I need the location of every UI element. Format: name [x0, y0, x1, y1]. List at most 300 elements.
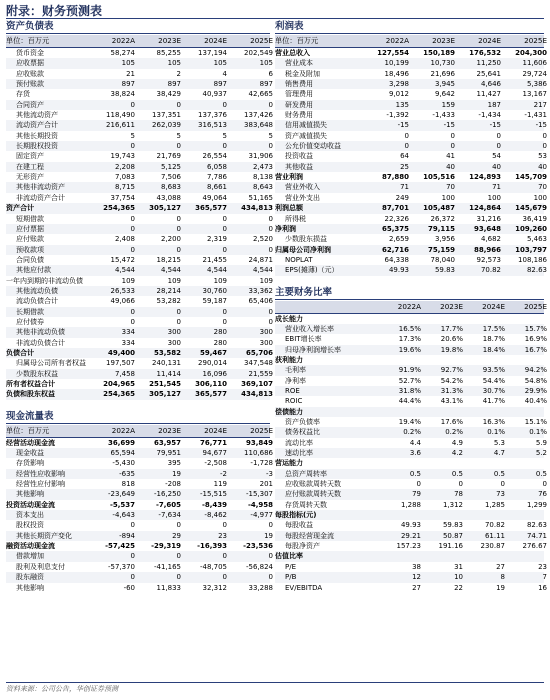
table-row [6, 562, 273, 572]
table-row [275, 365, 547, 375]
row-value: 0 [130, 307, 135, 316]
row-value: 197,507 [106, 359, 135, 368]
row-value: 251,545 [149, 380, 181, 388]
table-row [6, 120, 273, 130]
row-value: 0 [268, 214, 273, 223]
ratio-group-label: 每股指标(元) [275, 511, 317, 520]
row-value: 0 [268, 307, 273, 316]
row-label: 资产合计 [6, 204, 34, 213]
table-row [6, 265, 273, 275]
row-value: 100 [441, 193, 455, 202]
row-value: -8,439 [201, 500, 227, 509]
row-value: 19.6% [398, 345, 421, 354]
row-value: 8,683 [160, 183, 181, 192]
row-value: 27 [496, 562, 505, 571]
table-row [275, 479, 547, 489]
row-value: -2 [220, 469, 227, 478]
row-value: 79,951 [156, 449, 181, 458]
row-value: 159 [441, 100, 455, 109]
row-value: 254,365 [103, 204, 135, 213]
row-value: 124,864 [469, 204, 501, 213]
row-value: 0 [176, 142, 181, 151]
row-value: 62,716 [381, 245, 409, 254]
ratio-group-header [275, 407, 544, 417]
row-value: 0 [176, 307, 181, 316]
unit-label: 单位：百万元 [275, 36, 319, 45]
row-value: -7,634 [158, 511, 181, 520]
page-title: 附录：财务预测表 [6, 4, 103, 18]
table-row [6, 338, 273, 348]
row-value: 15.1% [524, 418, 547, 426]
row-value: 7 [542, 573, 547, 582]
table-row [275, 334, 547, 344]
row-value: 64,338 [384, 255, 409, 264]
row-value: -15,307 [245, 490, 273, 499]
row-value: 18.4% [482, 345, 505, 354]
table-row [6, 224, 273, 234]
row-value: 0 [268, 245, 273, 254]
row-value: 70.82 [484, 521, 505, 530]
row-value: 5 [268, 131, 273, 140]
table-row [6, 172, 273, 182]
row-value: 10,730 [430, 59, 455, 68]
row-value: 2,200 [160, 235, 181, 244]
year-header: 2023E [158, 36, 181, 45]
table-row [6, 469, 273, 479]
row-value: 16 [538, 583, 547, 592]
table-row [275, 172, 547, 182]
row-value: 54 [492, 152, 501, 161]
row-value: 0 [404, 131, 409, 140]
row-value: -57,370 [107, 562, 135, 571]
row-value: 262,039 [152, 121, 181, 130]
row-value: 4,544 [160, 266, 181, 275]
row-value: 75,159 [427, 245, 455, 254]
row-label: 存货周转天数 [285, 500, 327, 509]
row-value: 105 [213, 59, 227, 68]
row-value: 40,937 [202, 90, 227, 99]
row-value: 280 [213, 338, 227, 347]
row-value: 21,559 [248, 369, 273, 378]
table-row [275, 396, 547, 406]
row-label: 债务权益比 [285, 428, 320, 437]
row-value: 135 [395, 100, 409, 109]
row-value: 17.6% [440, 418, 463, 426]
row-value: -8,462 [204, 511, 227, 520]
table-row [275, 255, 547, 265]
row-value: 79,115 [427, 224, 455, 233]
table-row [6, 286, 273, 296]
row-value: 21 [126, 69, 135, 78]
row-value: 70.82 [480, 266, 501, 275]
row-value: -23,649 [107, 490, 135, 499]
row-value: 2,319 [206, 235, 227, 244]
row-value: 0 [176, 100, 181, 109]
year-header: 2022A [111, 425, 135, 435]
table-row [6, 500, 273, 510]
row-value: 0 [222, 573, 227, 582]
row-value: 2,520 [252, 235, 273, 244]
row-value: 70 [538, 183, 547, 192]
table-row [6, 379, 273, 389]
row-value: 78 [454, 490, 463, 499]
row-label: EV/EBITDA [285, 583, 323, 592]
row-value: 31.3% [440, 386, 463, 395]
row-value: 0 [268, 317, 273, 326]
ratio-body [275, 314, 547, 593]
row-value: 49,400 [107, 348, 135, 357]
row-label: 应付债券 [16, 317, 44, 326]
row-value: 4,544 [206, 266, 227, 275]
ratio-group-label: 成长能力 [275, 314, 303, 323]
row-value: 109 [213, 276, 227, 285]
table-row [6, 79, 273, 89]
row-value: 17.3% [398, 335, 421, 344]
row-label: 无形资产 [16, 173, 44, 182]
row-value: 70 [446, 183, 455, 192]
row-value: 19 [496, 583, 505, 592]
row-value: 6 [268, 69, 273, 78]
row-label: 所有者权益合计 [6, 380, 55, 388]
row-value: 21,696 [430, 69, 455, 78]
ratio-group-header [275, 355, 544, 365]
year-header: 2025E [250, 36, 273, 45]
row-value: 26,554 [202, 152, 227, 161]
row-value: 4,682 [480, 235, 501, 244]
row-label: 每股经营现金流 [285, 531, 334, 540]
row-value: 53,582 [153, 348, 181, 357]
row-value: 100 [533, 193, 547, 202]
table-row [6, 572, 273, 582]
table-row [275, 438, 547, 448]
row-value: 4,544 [252, 266, 273, 275]
row-value: 11,250 [476, 59, 501, 68]
table-row [6, 100, 273, 110]
row-value: 13,167 [522, 90, 547, 99]
table-row [6, 327, 273, 337]
row-value: 0 [130, 214, 135, 223]
row-value: 50.87 [442, 531, 463, 540]
row-label: 固定资产 [16, 152, 44, 161]
row-value: 216,611 [106, 121, 135, 130]
row-value: 10,199 [384, 59, 409, 68]
row-value: 59,467 [199, 348, 227, 357]
table-row [275, 182, 547, 192]
row-value: 63,957 [153, 438, 181, 447]
row-label: ROE [285, 386, 300, 395]
ratio-title: 主要财务比率 [275, 286, 544, 300]
row-value: -1,433 [432, 111, 455, 120]
row-value: 54.8% [524, 376, 547, 385]
row-value: 94.2% [524, 366, 547, 375]
table-row [275, 531, 547, 541]
row-value: 109 [121, 276, 135, 285]
row-value: 52.7% [398, 376, 421, 385]
row-value: 0 [268, 552, 273, 561]
table-row [6, 389, 273, 399]
row-value: 8,661 [206, 183, 227, 192]
row-value: 8,715 [114, 183, 135, 192]
row-value: 110,686 [244, 449, 273, 458]
row-value: 0.2% [403, 428, 421, 437]
row-value: 0 [416, 480, 421, 489]
table-row [275, 427, 547, 437]
row-value: -1,392 [386, 111, 409, 120]
row-value: 100 [487, 193, 501, 202]
row-value: 897 [213, 80, 227, 89]
row-value: 15,472 [110, 255, 135, 264]
year-header: 2024E [478, 36, 501, 45]
row-value: 65,706 [245, 348, 273, 357]
row-value: 31,216 [476, 214, 501, 223]
income-title: 利润表 [275, 20, 544, 34]
row-value: -15 [443, 121, 455, 130]
row-value: 82.63 [526, 266, 547, 275]
row-value: 187 [487, 100, 501, 109]
table-row [275, 162, 547, 172]
row-value: 18,215 [156, 255, 181, 264]
row-label: 长期股权投资 [16, 142, 58, 151]
row-value: 0 [222, 317, 227, 326]
row-value: 16.7% [524, 345, 547, 354]
row-label: 营业收入增长率 [285, 324, 334, 333]
row-value: 0 [222, 224, 227, 233]
row-value: 300 [167, 328, 181, 337]
row-value: 92.7% [440, 366, 463, 375]
row-value: 119 [213, 480, 227, 489]
row-value: 434,813 [241, 204, 273, 213]
row-label: 公允价值变动收益 [285, 142, 341, 151]
row-value: 40 [446, 162, 455, 171]
row-label: 其他流动负债 [16, 286, 58, 295]
row-value: 254,365 [103, 390, 135, 399]
row-label: 销售费用 [285, 80, 313, 89]
table-row [6, 276, 273, 286]
row-value: 105,487 [423, 204, 455, 213]
year-header: 2024E [204, 425, 227, 435]
row-value: 65,375 [381, 224, 409, 233]
row-value: 0 [176, 521, 181, 530]
row-value: -15 [397, 121, 409, 130]
row-label: 应付票据 [16, 224, 44, 233]
row-value: 2,408 [114, 235, 135, 244]
row-label: 应付账款 [16, 235, 44, 244]
balance-sheet-header [6, 35, 273, 48]
ratio-group-header [275, 458, 544, 468]
row-value: 5 [130, 131, 135, 140]
row-value: 395 [167, 459, 181, 468]
row-value: 82.63 [526, 521, 547, 530]
row-value: 9,642 [434, 90, 455, 99]
row-label: 股利及利息支付 [16, 562, 65, 571]
row-value: 0 [176, 573, 181, 582]
row-value: 137,376 [198, 111, 227, 120]
year-header: 2025E [524, 36, 547, 45]
row-value: 71 [492, 183, 501, 192]
row-value: 0.5 [535, 469, 547, 478]
year-header: 2025E [250, 425, 273, 435]
row-label: 营业总收入 [275, 49, 310, 57]
row-value: 59,187 [202, 297, 227, 306]
row-value: 21,455 [202, 255, 227, 264]
table-row [275, 131, 547, 141]
row-value: 74.71 [526, 531, 547, 540]
row-value: 369,107 [241, 380, 273, 388]
row-value: 202,549 [244, 49, 273, 57]
row-label: 投资活动现金流 [6, 500, 55, 509]
table-row [6, 151, 273, 161]
row-value: 53 [538, 152, 547, 161]
row-value: 29,724 [522, 69, 547, 78]
row-value: 0 [130, 521, 135, 530]
row-value: -15 [489, 121, 501, 130]
row-value: 87,701 [381, 204, 409, 213]
row-value: 137,426 [244, 111, 273, 120]
table-row [6, 182, 273, 192]
row-value: -894 [119, 531, 135, 540]
table-row [275, 448, 547, 458]
row-value: 71 [400, 183, 409, 192]
row-value: 124,893 [469, 173, 501, 182]
row-label: EBIT增长率 [285, 335, 322, 344]
table-row [6, 510, 273, 520]
source-note: 资料来源：公司公告，华创证券预测 [6, 685, 118, 693]
row-value: 2,208 [114, 162, 135, 171]
row-value: 94,677 [202, 449, 227, 458]
table-row [6, 214, 273, 224]
row-value: 61.11 [484, 531, 505, 540]
table-row [6, 296, 273, 306]
table-row [6, 317, 273, 327]
row-value: 87,880 [381, 173, 409, 182]
row-value: 76 [538, 490, 547, 499]
right-column [275, 20, 547, 593]
row-label: 其他应付款 [16, 266, 51, 275]
row-value: 8,643 [252, 183, 273, 192]
row-value: 38 [412, 562, 421, 571]
row-value: 230.87 [480, 542, 505, 551]
row-value: -1,728 [250, 459, 273, 468]
row-value: 191.16 [438, 542, 463, 551]
row-value: 0 [496, 142, 501, 151]
row-value: 1,299 [526, 500, 547, 509]
row-value: 19.8% [440, 345, 463, 354]
row-value: 2,659 [388, 235, 409, 244]
row-value: 10 [454, 573, 463, 582]
row-label: 非流动负债合计 [16, 338, 65, 347]
row-label: ROIC [285, 397, 303, 406]
row-label: 在建工程 [16, 162, 44, 171]
footer-divider [6, 682, 544, 683]
table-row [275, 234, 547, 244]
row-value: 5,125 [160, 162, 181, 171]
row-value: 41.7% [482, 397, 505, 406]
table-row [6, 358, 273, 368]
row-value: 365,577 [195, 390, 227, 399]
table-row [6, 58, 273, 68]
table-row [275, 417, 547, 427]
row-value: 17.7% [440, 324, 463, 333]
row-value: 127,554 [377, 49, 409, 57]
row-value: 0 [130, 573, 135, 582]
row-value: -4,958 [247, 500, 273, 509]
row-value: 3.6 [409, 449, 421, 458]
row-value: 49,066 [110, 297, 135, 306]
row-value: 0 [222, 245, 227, 254]
row-value: 150,189 [423, 49, 455, 57]
table-row [275, 489, 547, 499]
row-value: 897 [167, 80, 181, 89]
row-value: 118,490 [106, 111, 135, 120]
row-value: -41,165 [153, 562, 181, 571]
table-row [6, 551, 273, 561]
cash-flow-body [6, 438, 273, 593]
row-label: 少数股东损益 [285, 235, 327, 244]
row-label: 每股净资产 [285, 542, 320, 551]
row-value: 22 [454, 583, 463, 592]
table-row [6, 479, 273, 489]
row-value: 4,646 [480, 80, 501, 89]
table-row [6, 245, 273, 255]
row-value: 276.67 [522, 542, 547, 551]
cash-flow-header [6, 425, 273, 438]
table-row [275, 345, 547, 355]
row-label: 归母净利润增长率 [285, 345, 341, 354]
row-value: 0 [450, 131, 455, 140]
row-label: 经营活动现金流 [6, 438, 55, 447]
row-value: 92,573 [476, 255, 501, 264]
row-value: 28,214 [156, 286, 181, 295]
row-label: 一年内到期的非流动负债 [6, 276, 83, 285]
row-value: 4.2 [451, 449, 463, 458]
row-value: 29.21 [400, 531, 421, 540]
row-value: 0 [404, 142, 409, 151]
unit-label: 单位：百万元 [6, 36, 50, 45]
table-row [6, 583, 273, 593]
row-value: 93.5% [482, 366, 505, 375]
table-row [275, 141, 547, 151]
row-value: 109 [259, 276, 273, 285]
row-label: 负债和股东权益 [6, 390, 55, 399]
ratio-section [275, 286, 547, 593]
row-value: 37,754 [110, 193, 135, 202]
row-value: 0 [222, 552, 227, 561]
table-row [275, 583, 547, 593]
row-value: 54.2% [440, 376, 463, 385]
row-label: 经营性应收影响 [16, 469, 65, 478]
table-row [275, 193, 547, 203]
table-row [275, 58, 547, 68]
table-row [6, 131, 273, 141]
row-value: 1,288 [400, 500, 421, 509]
row-label: 净利润 [275, 224, 296, 233]
row-value: 5.3 [493, 438, 505, 447]
balance-sheet-body [6, 48, 273, 400]
row-label: 存货 [16, 90, 30, 99]
row-value: 30.7% [482, 386, 505, 395]
table-row [275, 520, 547, 530]
row-value: 306,110 [195, 380, 227, 388]
table-row [6, 48, 273, 58]
row-value: 0.5 [451, 469, 463, 478]
table-row [275, 469, 547, 479]
row-value: 36,419 [522, 214, 547, 223]
row-label: 借款增加 [16, 552, 44, 561]
row-value: 11,427 [476, 90, 501, 99]
row-value: 300 [259, 328, 273, 337]
row-value: 305,127 [149, 390, 181, 399]
row-value: 434,813 [241, 390, 273, 399]
